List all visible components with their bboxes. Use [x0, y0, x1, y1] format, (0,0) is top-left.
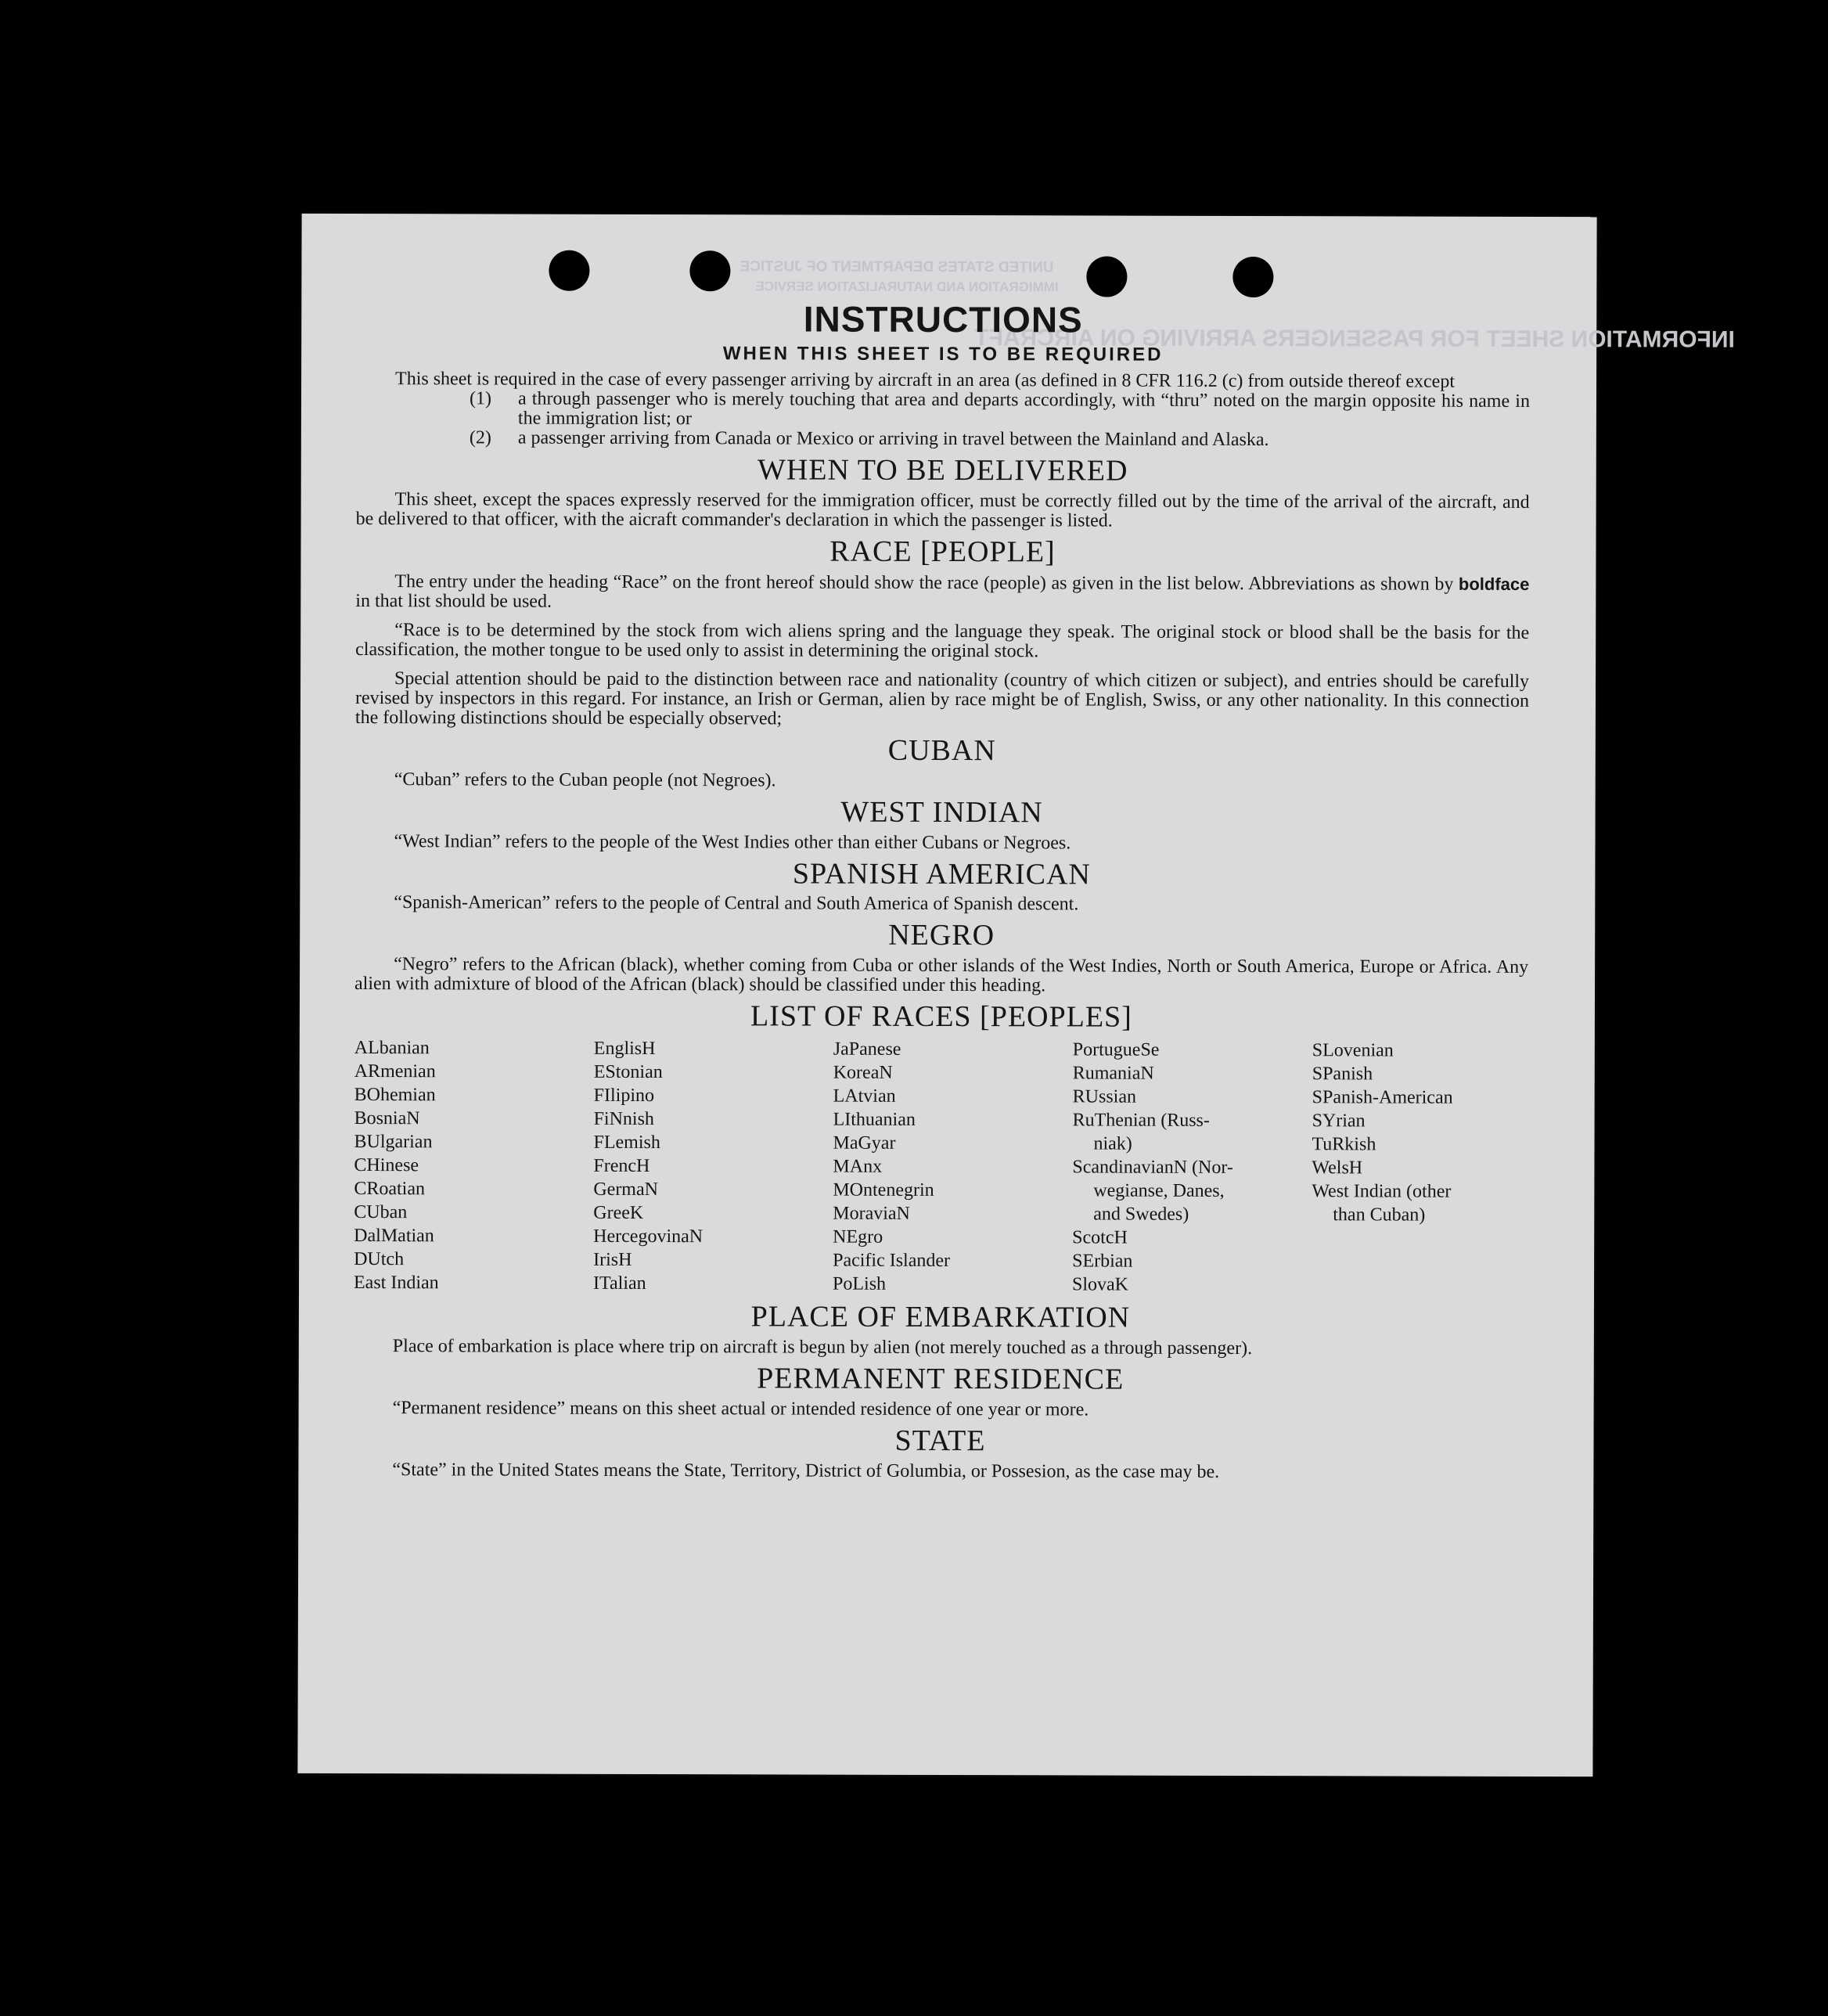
races-list	[354, 1036, 1528, 1298]
race-entry: SPanish-American	[1312, 1087, 1453, 1108]
race-entry: SLovenian	[1312, 1040, 1394, 1061]
section-text: “State” in the United States means the State, Territory, District of Golumbia, or Possesion, as the case may be.	[392, 1460, 1220, 1482]
section-heading: WEST INDIAN	[840, 795, 1043, 829]
section-heading: NEGRO	[888, 919, 995, 952]
race-entry: ARmenian	[354, 1061, 436, 1082]
race-entry: GreeK	[593, 1203, 644, 1224]
exception-number: (1)	[469, 388, 492, 409]
race-entry: EnglisH	[593, 1039, 656, 1060]
section-heading: WHEN TO BE DELIVERED	[757, 453, 1128, 488]
section-heading: STATE	[894, 1424, 986, 1458]
punch-hole	[1086, 256, 1127, 297]
section-text: “Spanish-American” refers to the people of Central and South America of Spanish descent.	[394, 892, 1079, 915]
race-entry: MaGyar	[833, 1132, 896, 1154]
section-text: Place of embarkation is place where trip on aircraft is begun by alien (not merely touched as a through passenger).	[392, 1336, 1253, 1359]
race-entry: EStonian	[593, 1062, 663, 1083]
race-entry: TuRkish	[1312, 1134, 1376, 1155]
race-entry: ScotcH	[1072, 1227, 1128, 1248]
race-entry: ScandinavianN (Nor-	[1072, 1157, 1233, 1179]
race-entry: CUban	[354, 1202, 408, 1223]
bleed-through-text: IMMIGRATION AND NATURALIZATION SERVICE	[755, 279, 1059, 295]
section-heading: CUBAN	[887, 733, 996, 767]
race-entry: SYrian	[1312, 1111, 1366, 1132]
race-entry: BUlgarian	[354, 1132, 433, 1153]
race-entry: FrencH	[593, 1156, 650, 1177]
section-heading: SPANISH AMERICAN	[792, 857, 1091, 891]
bleed-through-text: UNITED STATES DEPARTMENT OF JUSTICE	[739, 258, 1054, 276]
race-entry: LAtvian	[833, 1085, 896, 1107]
section-text: “Cuban” refers to the Cuban people (not Negroes).	[394, 769, 776, 791]
race-entry: MAnx	[833, 1156, 883, 1178]
race-entry: East Indian	[354, 1273, 439, 1294]
punch-hole	[689, 250, 730, 291]
punch-hole	[1232, 257, 1273, 297]
exception-number: (2)	[469, 427, 491, 448]
section-text: This sheet, except the spaces expressly reserved for the immigration officer, must be correctly filled out by the time of the arrival of the aircraft, and be delivered to that officer, with the aicraft commander's declaration in which the passenger is listed.	[355, 489, 1530, 531]
race-entry: DUtch	[354, 1249, 405, 1270]
race-entry: RuThenian (Russ-	[1072, 1110, 1210, 1132]
race-entry: NEgro	[833, 1226, 883, 1248]
race-entry: SPanish	[1312, 1064, 1373, 1085]
race-entry: GermaN	[593, 1179, 659, 1201]
section-heading: LIST OF RACES [PEOPLES]	[750, 999, 1132, 1034]
race-entry: IrisH	[593, 1250, 632, 1271]
race-entry: CRoatian	[354, 1179, 426, 1200]
section-text: “West Indian” refers to the people of the West Indies other than either Cubans or Negroes.	[394, 830, 1071, 853]
section-text: Special attention should be paid to the distinction between race and nationality (country of which citizen or subject), and entries should be carefully revised by inspectors in this regard. For instance, an Irish or German, alien by race might be of English, Swiss, or any other nationality. In this connection the following distinctions should be especially observed;	[354, 668, 1530, 729]
races-column	[1072, 1039, 1312, 1298]
section-heading: RACE [PEOPLE]	[829, 535, 1056, 569]
exception-item	[356, 389, 1530, 431]
race-entry: PoLish	[832, 1273, 887, 1295]
page-subtitle: WHEN THIS SHEET IS TO BE REQUIRED	[722, 342, 1164, 365]
race-entry: RumaniaN	[1072, 1063, 1154, 1084]
required-intro: This sheet is required in the case of every passenger arriving by aircraft in an area (as defined in 8 CFR 116.2 (c) from outside thereof except	[395, 369, 1456, 392]
section-text	[355, 571, 1529, 614]
race-entry: PortugueSe	[1072, 1039, 1160, 1060]
section-heading: PERMANENT RESIDENCE	[757, 1362, 1125, 1396]
races-column	[1312, 1039, 1552, 1298]
race-entry-cont: wegianse, Danes,	[1093, 1180, 1225, 1202]
race-entry: West Indian (other	[1312, 1181, 1452, 1202]
race-entry: KoreaN	[833, 1062, 893, 1084]
races-column	[833, 1038, 1073, 1297]
bold-word: boldface	[1458, 574, 1530, 594]
race-entry: FiNnish	[593, 1109, 654, 1130]
race-entry: DalMatian	[354, 1226, 434, 1247]
race-entry: BosniaN	[354, 1108, 420, 1129]
race-entry: LIthuanian	[833, 1109, 916, 1131]
race-entry: FIlipino	[593, 1085, 655, 1107]
exception-text: a through passenger who is merely touching that area and departs accordingly, with “thru” noted on the margin opposite his name in the immigration list; or	[517, 388, 1531, 430]
race-entry: JaPanese	[833, 1039, 901, 1060]
race-entry: BOhemian	[354, 1085, 436, 1106]
section-text: “Negro” refers to the African (black), whether coming from Cuba or other islands of the West Indies, North or South America, Europe or Africa. Any alien with admixture of blood of the African (black) should be classified under this heading.	[354, 954, 1529, 996]
race-entry-cont: than Cuban)	[1333, 1204, 1426, 1226]
punch-hole	[549, 250, 589, 291]
race-entry: RUssian	[1072, 1086, 1137, 1107]
race-entry: SlovaK	[1071, 1274, 1129, 1295]
race-entry: CHinese	[354, 1155, 419, 1176]
page-title: INSTRUCTIONS	[803, 298, 1083, 340]
exception-text: a passenger arriving from Canada or Mexico or arriving in travel between the Mainland and Alaska.	[517, 427, 1269, 451]
races-column	[354, 1036, 594, 1295]
instructions-body	[353, 298, 1530, 1483]
document-sheet	[297, 214, 1735, 1777]
race-entry: SErbian	[1072, 1251, 1133, 1272]
section-text: “Race is to be determined by the stock from wich aliens spring and the language they speak. The original stock or blood shall be the basis for the classification, the mother tongue to be used only to assist in determining the original stock.	[355, 619, 1530, 662]
race-entry: WelsH	[1312, 1157, 1363, 1179]
text-run: in that list should be used.	[355, 590, 552, 612]
race-entry: MoraviaN	[833, 1203, 910, 1225]
race-entry-cont: niak)	[1093, 1133, 1132, 1154]
bleed-through-text: INFORMATION SHEET FOR PASSENGERS ARRIVING ON AIRCRAFT	[974, 325, 1735, 353]
text-run: The entry under the heading “Race” on the front hereof should show the race (people) as given in the list below. Abbreviations as shown by	[394, 571, 1454, 595]
section-heading: PLACE OF EMBARKATION	[750, 1300, 1131, 1334]
race-entry: ITalian	[592, 1273, 646, 1294]
races-column	[593, 1037, 833, 1296]
race-entry: MOntenegrin	[833, 1179, 934, 1201]
section-text: “Permanent residence” means on this sheet actual or intended residence of one year or more.	[392, 1398, 1089, 1420]
race-entry: ALbanian	[354, 1038, 430, 1059]
race-entry: HercegovinaN	[593, 1226, 703, 1247]
race-entry-cont: and Swedes)	[1093, 1204, 1189, 1226]
race-entry: FLemish	[593, 1132, 660, 1154]
race-entry: Pacific Islander	[833, 1250, 951, 1272]
exception-item	[356, 428, 1530, 451]
